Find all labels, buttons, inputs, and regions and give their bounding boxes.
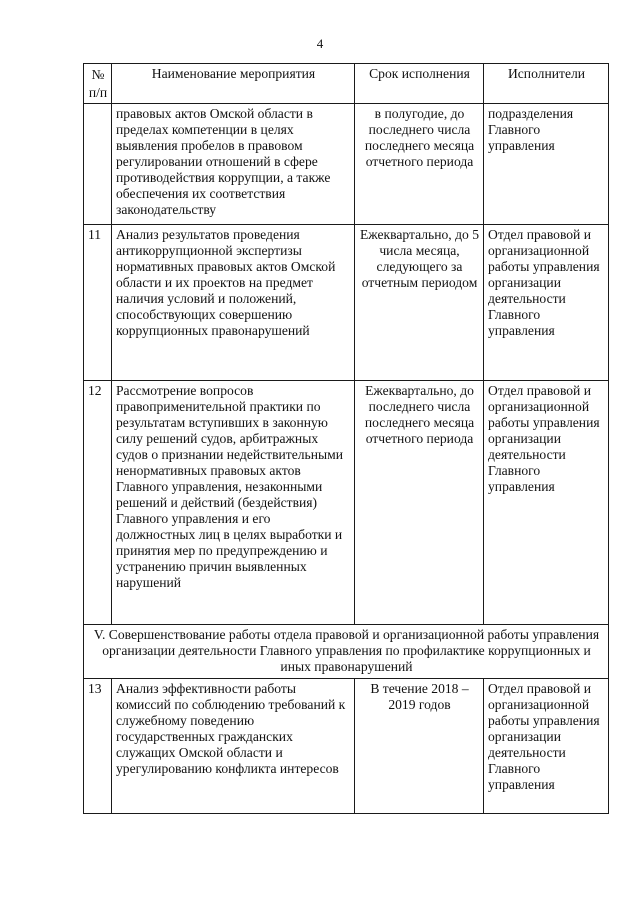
row-name: Рассмотрение вопросов правоприменительной практики по результатам вступивших в законную силу решений судов, арбитражных судов о признании недействительными ненормативных правовых актов Главного управления, незаконными решений и действий (бездействия) Главного управления и его должностных лиц в целях выработки и принятия мер по предупреждению и устранению причин выявленных нарушений <box>112 381 355 625</box>
header-executors: Исполнители <box>484 64 609 104</box>
row-term: Ежеквартально, до 5 числа месяца, следующего за отчетным периодом <box>355 225 484 381</box>
row-term: в полугодие, до последнего числа последнего месяца отчетного периода <box>355 104 484 225</box>
table-header-row <box>84 64 609 104</box>
row-term: В течение 2018 – 2019 годов <box>355 679 484 814</box>
row-executors: Отдел правовой и организационной работы управления организации деятельности Главного управления <box>484 381 609 625</box>
table-row <box>84 104 609 225</box>
row-executors: Отдел правовой и организационной работы управления организации деятельности Главного управления <box>484 225 609 381</box>
row-num <box>84 104 112 225</box>
table-row <box>84 381 609 625</box>
table-row <box>84 225 609 381</box>
row-executors: Отдел правовой и организационной работы управления организации деятельности Главного управления <box>484 679 609 814</box>
measures-table <box>83 63 609 814</box>
header-name: Наименование мероприятия <box>112 64 355 104</box>
section-heading-v: V. Совершенствование работы отдела правовой и организационной работы управления организации деятельности Главного управления по профилактике коррупционных и иных правонарушений <box>84 625 609 679</box>
header-term: Срок исполнения <box>355 64 484 104</box>
page-number: 4 <box>316 36 324 51</box>
row-name: правовых актов Омской области в пределах компетенции в целях выявления пробелов в правовом регулировании отношений в сфере противодействия коррупции, а также обеспечения их соответствия законодательству <box>112 104 355 225</box>
row-num: 12 <box>84 381 112 625</box>
table-row <box>84 679 609 814</box>
section-row <box>84 625 609 679</box>
row-name: Анализ результатов проведения антикоррупционной экспертизы нормативных правовых актов Омской области и их проектов на предмет наличия условий и положений, способствующих совершению коррупционных правонарушений <box>112 225 355 381</box>
row-name: Анализ эффективности работы комиссий по соблюдению требований к служебному поведению государственных гражданских служащих Омской области и урегулированию конфликта интересов <box>112 679 355 814</box>
row-term: Ежеквартально, до последнего числа последнего месяца отчетного периода <box>355 381 484 625</box>
row-num: 11 <box>84 225 112 381</box>
header-num: № п/п <box>84 64 112 104</box>
row-num: 13 <box>84 679 112 814</box>
row-executors: подразделения Главного управления <box>484 104 609 225</box>
